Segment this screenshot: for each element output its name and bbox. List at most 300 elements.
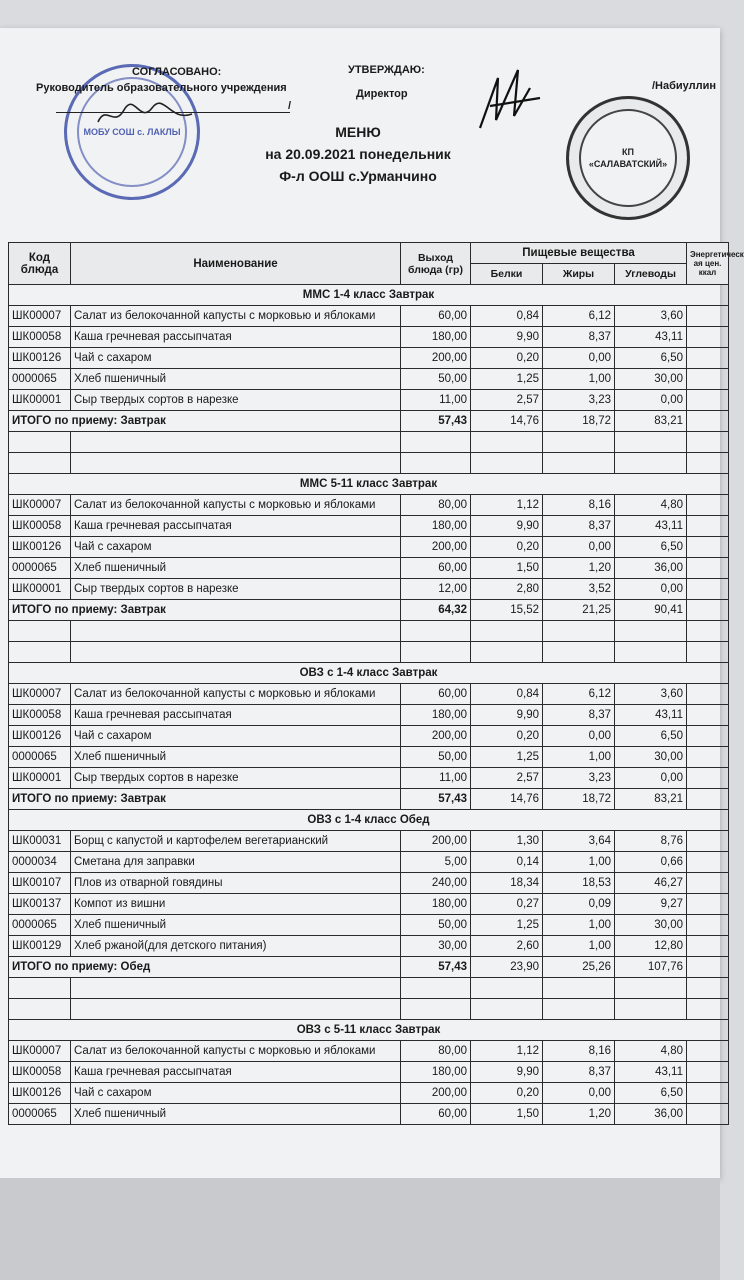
- col-energy-header: Энергетическ ая цен. ккал: [687, 243, 729, 285]
- menu-item-row: [9, 894, 729, 915]
- menu-item-row: [9, 726, 729, 747]
- section-header-row: [9, 1020, 729, 1041]
- menu-table: [8, 242, 744, 1125]
- blank-row: [9, 999, 729, 1020]
- dish-name: Сметана для заправки: [71, 852, 401, 873]
- dish-code: ШК00129: [9, 936, 71, 957]
- blank-cell: [471, 621, 543, 642]
- dish-energy: [687, 369, 729, 390]
- dish-yield: 180,00: [401, 327, 471, 348]
- dish-protein: 1,30: [471, 831, 543, 852]
- dish-yield: 50,00: [401, 747, 471, 768]
- blank-cell: [401, 978, 471, 999]
- menu-item-row: [9, 1104, 729, 1125]
- director-label: Директор: [356, 88, 408, 100]
- section-header-row: [9, 474, 729, 495]
- total-label: ИТОГО по приему: Обед: [9, 957, 401, 978]
- dish-protein: 9,90: [471, 516, 543, 537]
- menu-date: на 20.09.2021 понедельник: [265, 146, 451, 162]
- dish-carbs: 43,11: [615, 327, 687, 348]
- dish-name: Плов из отварной говядины: [71, 873, 401, 894]
- blank-cell: [687, 432, 729, 453]
- total-energy: [687, 411, 729, 432]
- dish-name: Хлеб пшеничный: [71, 558, 401, 579]
- menu-item-row: [9, 936, 729, 957]
- dish-code: ШК00031: [9, 831, 71, 852]
- section-total-row: [9, 600, 729, 621]
- blank-row: [9, 978, 729, 999]
- menu-item-row: [9, 390, 729, 411]
- dish-protein: 1,50: [471, 1104, 543, 1125]
- menu-item-row: [9, 348, 729, 369]
- blank-cell: [543, 621, 615, 642]
- menu-item-row: [9, 516, 729, 537]
- dish-protein: 0,84: [471, 306, 543, 327]
- dish-code: ШК00058: [9, 516, 71, 537]
- dish-code: ШК00058: [9, 705, 71, 726]
- dish-protein: 1,25: [471, 747, 543, 768]
- blank-cell: [543, 432, 615, 453]
- dish-name: Салат из белокочанной капусты с морковью и яблоками: [71, 495, 401, 516]
- dish-yield: 50,00: [401, 369, 471, 390]
- dish-code: ШК00007: [9, 1041, 71, 1062]
- menu-item-row: [9, 684, 729, 705]
- dish-carbs: 3,60: [615, 306, 687, 327]
- blank-cell: [687, 999, 729, 1020]
- dish-fat: 1,00: [543, 369, 615, 390]
- dish-code: ШК00001: [9, 390, 71, 411]
- dish-name: Чай с сахаром: [71, 726, 401, 747]
- section-total-row: [9, 789, 729, 810]
- dish-fat: 8,37: [543, 327, 615, 348]
- dish-code: ШК00107: [9, 873, 71, 894]
- dish-name: Чай с сахаром: [71, 348, 401, 369]
- dish-yield: 11,00: [401, 390, 471, 411]
- blank-cell: [9, 999, 71, 1020]
- dish-name: Каша гречневая рассыпчатая: [71, 516, 401, 537]
- total-fat: 25,26: [543, 957, 615, 978]
- dish-fat: 1,20: [543, 1104, 615, 1125]
- dish-protein: 1,25: [471, 369, 543, 390]
- total-carbs: 107,76: [615, 957, 687, 978]
- dish-fat: 3,64: [543, 831, 615, 852]
- dish-energy: [687, 306, 729, 327]
- dish-carbs: 30,00: [615, 369, 687, 390]
- col-carbs-header: Углеводы: [615, 264, 687, 285]
- blank-row: [9, 642, 729, 663]
- page-title: МЕНЮ: [335, 124, 381, 140]
- total-yield: 64,32: [401, 600, 471, 621]
- section-title: ОВЗ с 1-4 класс Обед: [9, 810, 729, 831]
- dish-name: Каша гречневая рассыпчатая: [71, 1062, 401, 1083]
- blank-cell: [543, 999, 615, 1020]
- dish-fat: 8,37: [543, 516, 615, 537]
- dish-name: Сыр твердых сортов в нарезке: [71, 768, 401, 789]
- dish-energy: [687, 1062, 729, 1083]
- dish-protein: 0,20: [471, 726, 543, 747]
- dish-code: 0000034: [9, 852, 71, 873]
- school-stamp-text: МОБУ СОШ с. ЛАКЛЫ: [83, 127, 181, 137]
- dish-code: ШК00126: [9, 1083, 71, 1104]
- dish-energy: [687, 852, 729, 873]
- section-title: ОВЗ с 1-4 класс Завтрак: [9, 663, 729, 684]
- blank-cell: [615, 642, 687, 663]
- total-yield: 57,43: [401, 789, 471, 810]
- dish-name: Борщ с капустой и картофелем вегетарианский: [71, 831, 401, 852]
- dish-protein: 2,57: [471, 390, 543, 411]
- dish-energy: [687, 516, 729, 537]
- menu-item-row: [9, 852, 729, 873]
- school-name: Ф-л ООШ с.Урманчино: [279, 168, 437, 184]
- dish-fat: 0,00: [543, 726, 615, 747]
- dish-name: Чай с сахаром: [71, 1083, 401, 1104]
- dish-carbs: 46,27: [615, 873, 687, 894]
- dish-protein: 0,20: [471, 1083, 543, 1104]
- dish-code: ШК00126: [9, 348, 71, 369]
- dish-name: Каша гречневая рассыпчатая: [71, 705, 401, 726]
- dish-code: 0000065: [9, 1104, 71, 1125]
- dish-energy: [687, 873, 729, 894]
- dish-protein: 9,90: [471, 327, 543, 348]
- menu-item-row: [9, 1083, 729, 1104]
- dish-fat: 3,23: [543, 768, 615, 789]
- dish-code: ШК00007: [9, 684, 71, 705]
- total-protein: 23,90: [471, 957, 543, 978]
- dish-fat: 8,16: [543, 1041, 615, 1062]
- dish-yield: 240,00: [401, 873, 471, 894]
- blank-row: [9, 621, 729, 642]
- dish-energy: [687, 327, 729, 348]
- dish-carbs: 9,27: [615, 894, 687, 915]
- dish-code: ШК00126: [9, 537, 71, 558]
- dish-yield: 200,00: [401, 537, 471, 558]
- dish-energy: [687, 348, 729, 369]
- dish-fat: 18,53: [543, 873, 615, 894]
- section-title: ММС 1-4 класс Завтрак: [9, 285, 729, 306]
- blank-cell: [9, 453, 71, 474]
- dish-code: 0000065: [9, 915, 71, 936]
- dish-energy: [687, 495, 729, 516]
- dish-fat: 3,23: [543, 390, 615, 411]
- dish-carbs: 43,11: [615, 1062, 687, 1083]
- dish-fat: 8,37: [543, 705, 615, 726]
- total-protein: 14,76: [471, 411, 543, 432]
- dish-code: ШК00126: [9, 726, 71, 747]
- dish-carbs: 36,00: [615, 558, 687, 579]
- section-header-row: [9, 810, 729, 831]
- dish-protein: 1,25: [471, 915, 543, 936]
- blank-cell: [615, 432, 687, 453]
- head-of-institution-label: Руководитель образовательного учреждения: [36, 82, 287, 94]
- total-yield: 57,43: [401, 411, 471, 432]
- dish-protein: 0,84: [471, 684, 543, 705]
- blank-cell: [9, 642, 71, 663]
- col-yield-header: Выход блюда (гр): [401, 243, 471, 285]
- dish-carbs: 36,00: [615, 1104, 687, 1125]
- menu-item-row: [9, 579, 729, 600]
- blank-cell: [471, 642, 543, 663]
- total-fat: 18,72: [543, 411, 615, 432]
- dish-fat: 1,00: [543, 915, 615, 936]
- dish-code: ШК00001: [9, 579, 71, 600]
- dish-fat: 1,00: [543, 852, 615, 873]
- dish-fat: 8,16: [543, 495, 615, 516]
- dish-yield: 200,00: [401, 726, 471, 747]
- blank-cell: [9, 978, 71, 999]
- dish-name: Хлеб ржаной(для детского питания): [71, 936, 401, 957]
- blank-cell: [543, 642, 615, 663]
- dish-fat: 0,00: [543, 1083, 615, 1104]
- blank-cell: [471, 999, 543, 1020]
- blank-cell: [401, 453, 471, 474]
- dish-name: Хлеб пшеничный: [71, 915, 401, 936]
- dish-name: Салат из белокочанной капусты с морковью и яблоками: [71, 684, 401, 705]
- menu-body: [9, 285, 729, 1125]
- dish-fat: 6,12: [543, 306, 615, 327]
- menu-item-row: [9, 873, 729, 894]
- blank-cell: [71, 999, 401, 1020]
- dish-yield: 12,00: [401, 579, 471, 600]
- dish-code: ШК00007: [9, 495, 71, 516]
- dish-name: Хлеб пшеничный: [71, 369, 401, 390]
- dish-yield: 180,00: [401, 894, 471, 915]
- dish-name: Салат из белокочанной капусты с морковью и яблоками: [71, 1041, 401, 1062]
- blank-cell: [9, 621, 71, 642]
- blank-cell: [543, 978, 615, 999]
- agreed-label: СОГЛАСОВАНО:: [132, 66, 222, 78]
- total-label: ИТОГО по приему: Завтрак: [9, 789, 401, 810]
- dish-energy: [687, 894, 729, 915]
- dish-fat: 1,00: [543, 747, 615, 768]
- dish-energy: [687, 390, 729, 411]
- dish-code: ШК00058: [9, 1062, 71, 1083]
- total-carbs: 83,21: [615, 411, 687, 432]
- col-code-header: Код блюда: [9, 243, 71, 285]
- dish-yield: 30,00: [401, 936, 471, 957]
- total-yield: 57,43: [401, 957, 471, 978]
- total-energy: [687, 600, 729, 621]
- total-energy: [687, 789, 729, 810]
- blank-cell: [615, 453, 687, 474]
- dish-yield: 60,00: [401, 684, 471, 705]
- dish-protein: 9,90: [471, 1062, 543, 1083]
- blank-cell: [615, 621, 687, 642]
- blank-cell: [71, 642, 401, 663]
- blank-cell: [615, 999, 687, 1020]
- dish-name: Компот из вишни: [71, 894, 401, 915]
- header-row-1: [9, 243, 729, 264]
- blank-cell: [471, 453, 543, 474]
- dish-carbs: 0,00: [615, 768, 687, 789]
- total-carbs: 83,21: [615, 789, 687, 810]
- section-header-row: [9, 663, 729, 684]
- dish-fat: 1,00: [543, 936, 615, 957]
- dish-protein: 0,14: [471, 852, 543, 873]
- col-name-header: Наименование: [71, 243, 401, 285]
- dish-protein: 9,90: [471, 705, 543, 726]
- dish-carbs: 0,66: [615, 852, 687, 873]
- dish-fat: 8,37: [543, 1062, 615, 1083]
- blank-cell: [615, 978, 687, 999]
- dish-carbs: 4,80: [615, 495, 687, 516]
- col-protein-header: Белки: [471, 264, 543, 285]
- dish-protein: 1,50: [471, 558, 543, 579]
- total-label: ИТОГО по приему: Завтрак: [9, 600, 401, 621]
- menu-item-row: [9, 705, 729, 726]
- blank-cell: [687, 453, 729, 474]
- dish-protein: 2,57: [471, 768, 543, 789]
- dish-code: ШК00001: [9, 768, 71, 789]
- total-carbs: 90,41: [615, 600, 687, 621]
- approve-label: УТВЕРЖДАЮ:: [348, 64, 425, 76]
- dish-name: Хлеб пшеничный: [71, 747, 401, 768]
- dish-energy: [687, 915, 729, 936]
- dish-energy: [687, 1041, 729, 1062]
- dish-protein: 2,80: [471, 579, 543, 600]
- section-title: ММС 5-11 класс Завтрак: [9, 474, 729, 495]
- dish-name: Салат из белокочанной капусты с морковью и яблоками: [71, 306, 401, 327]
- menu-item-row: [9, 747, 729, 768]
- blank-cell: [401, 621, 471, 642]
- dish-code: ШК00137: [9, 894, 71, 915]
- dish-protein: 1,12: [471, 495, 543, 516]
- dish-name: Сыр твердых сортов в нарезке: [71, 390, 401, 411]
- blank-cell: [401, 642, 471, 663]
- head-sign-slash: /: [288, 100, 292, 112]
- tabletop-background: [0, 1178, 720, 1280]
- dish-name: Сыр твердых сортов в нарезке: [71, 579, 401, 600]
- menu-item-row: [9, 768, 729, 789]
- total-fat: 18,72: [543, 789, 615, 810]
- section-title: ОВЗ с 5-11 класс Завтрак: [9, 1020, 729, 1041]
- blank-cell: [687, 642, 729, 663]
- dish-yield: 50,00: [401, 915, 471, 936]
- dish-code: ШК00007: [9, 306, 71, 327]
- dish-protein: 2,60: [471, 936, 543, 957]
- menu-item-row: [9, 537, 729, 558]
- menu-item-row: [9, 306, 729, 327]
- dish-code: ШК00058: [9, 327, 71, 348]
- dish-code: 0000065: [9, 558, 71, 579]
- dish-yield: 60,00: [401, 558, 471, 579]
- menu-item-row: [9, 915, 729, 936]
- blank-cell: [687, 621, 729, 642]
- dish-carbs: 6,50: [615, 726, 687, 747]
- supplier-stamp-text: КП «САЛАВАТСКИЙ»: [588, 147, 668, 169]
- dish-protein: 1,12: [471, 1041, 543, 1062]
- dish-fat: 0,00: [543, 537, 615, 558]
- dish-energy: [687, 558, 729, 579]
- total-protein: 14,76: [471, 789, 543, 810]
- dish-name: Чай с сахаром: [71, 537, 401, 558]
- blank-cell: [71, 621, 401, 642]
- dish-name: Хлеб пшеничный: [71, 1104, 401, 1125]
- dish-carbs: 43,11: [615, 705, 687, 726]
- dish-energy: [687, 831, 729, 852]
- dish-yield: 11,00: [401, 768, 471, 789]
- blank-row: [9, 432, 729, 453]
- dish-carbs: 0,00: [615, 390, 687, 411]
- blank-cell: [471, 978, 543, 999]
- dish-yield: 180,00: [401, 516, 471, 537]
- menu-item-row: [9, 327, 729, 348]
- dish-carbs: 6,50: [615, 348, 687, 369]
- dish-energy: [687, 726, 729, 747]
- dish-energy: [687, 1104, 729, 1125]
- director-name: /Набиуллин: [652, 80, 717, 92]
- dish-energy: [687, 1083, 729, 1104]
- section-total-row: [9, 411, 729, 432]
- section-total-row: [9, 957, 729, 978]
- dish-fat: 0,00: [543, 348, 615, 369]
- dish-energy: [687, 768, 729, 789]
- dish-carbs: 30,00: [615, 915, 687, 936]
- dish-code: 0000065: [9, 369, 71, 390]
- dish-fat: 0,09: [543, 894, 615, 915]
- dish-carbs: 3,60: [615, 684, 687, 705]
- dish-yield: 80,00: [401, 495, 471, 516]
- dish-protein: 18,34: [471, 873, 543, 894]
- blank-cell: [9, 432, 71, 453]
- dish-energy: [687, 684, 729, 705]
- dish-protein: 0,27: [471, 894, 543, 915]
- section-header-row: [9, 285, 729, 306]
- dish-carbs: 30,00: [615, 747, 687, 768]
- dish-energy: [687, 747, 729, 768]
- blank-cell: [471, 432, 543, 453]
- dish-energy: [687, 705, 729, 726]
- blank-cell: [687, 978, 729, 999]
- blank-cell: [71, 978, 401, 999]
- total-label: ИТОГО по приему: Завтрак: [9, 411, 401, 432]
- menu-item-row: [9, 558, 729, 579]
- menu-item-row: [9, 369, 729, 390]
- dish-carbs: 0,00: [615, 579, 687, 600]
- blank-cell: [71, 432, 401, 453]
- dish-energy: [687, 537, 729, 558]
- dish-protein: 0,20: [471, 348, 543, 369]
- dish-yield: 200,00: [401, 348, 471, 369]
- dish-fat: 3,52: [543, 579, 615, 600]
- dish-fat: 1,20: [543, 558, 615, 579]
- dish-carbs: 43,11: [615, 516, 687, 537]
- menu-sheet: [0, 28, 744, 1178]
- dish-energy: [687, 936, 729, 957]
- dish-carbs: 6,50: [615, 537, 687, 558]
- dish-yield: 180,00: [401, 1062, 471, 1083]
- dish-yield: 60,00: [401, 306, 471, 327]
- dish-yield: 60,00: [401, 1104, 471, 1125]
- menu-item-row: [9, 495, 729, 516]
- dish-code: 0000065: [9, 747, 71, 768]
- blank-row: [9, 453, 729, 474]
- menu-item-row: [9, 831, 729, 852]
- dish-yield: 80,00: [401, 1041, 471, 1062]
- dish-carbs: 6,50: [615, 1083, 687, 1104]
- dish-carbs: 8,76: [615, 831, 687, 852]
- blank-cell: [401, 999, 471, 1020]
- blank-cell: [401, 432, 471, 453]
- dish-carbs: 4,80: [615, 1041, 687, 1062]
- total-fat: 21,25: [543, 600, 615, 621]
- dish-carbs: 12,80: [615, 936, 687, 957]
- dish-energy: [687, 579, 729, 600]
- total-protein: 15,52: [471, 600, 543, 621]
- menu-item-row: [9, 1062, 729, 1083]
- dish-yield: 180,00: [401, 705, 471, 726]
- dish-yield: 200,00: [401, 1083, 471, 1104]
- head-sign-line: [56, 112, 290, 113]
